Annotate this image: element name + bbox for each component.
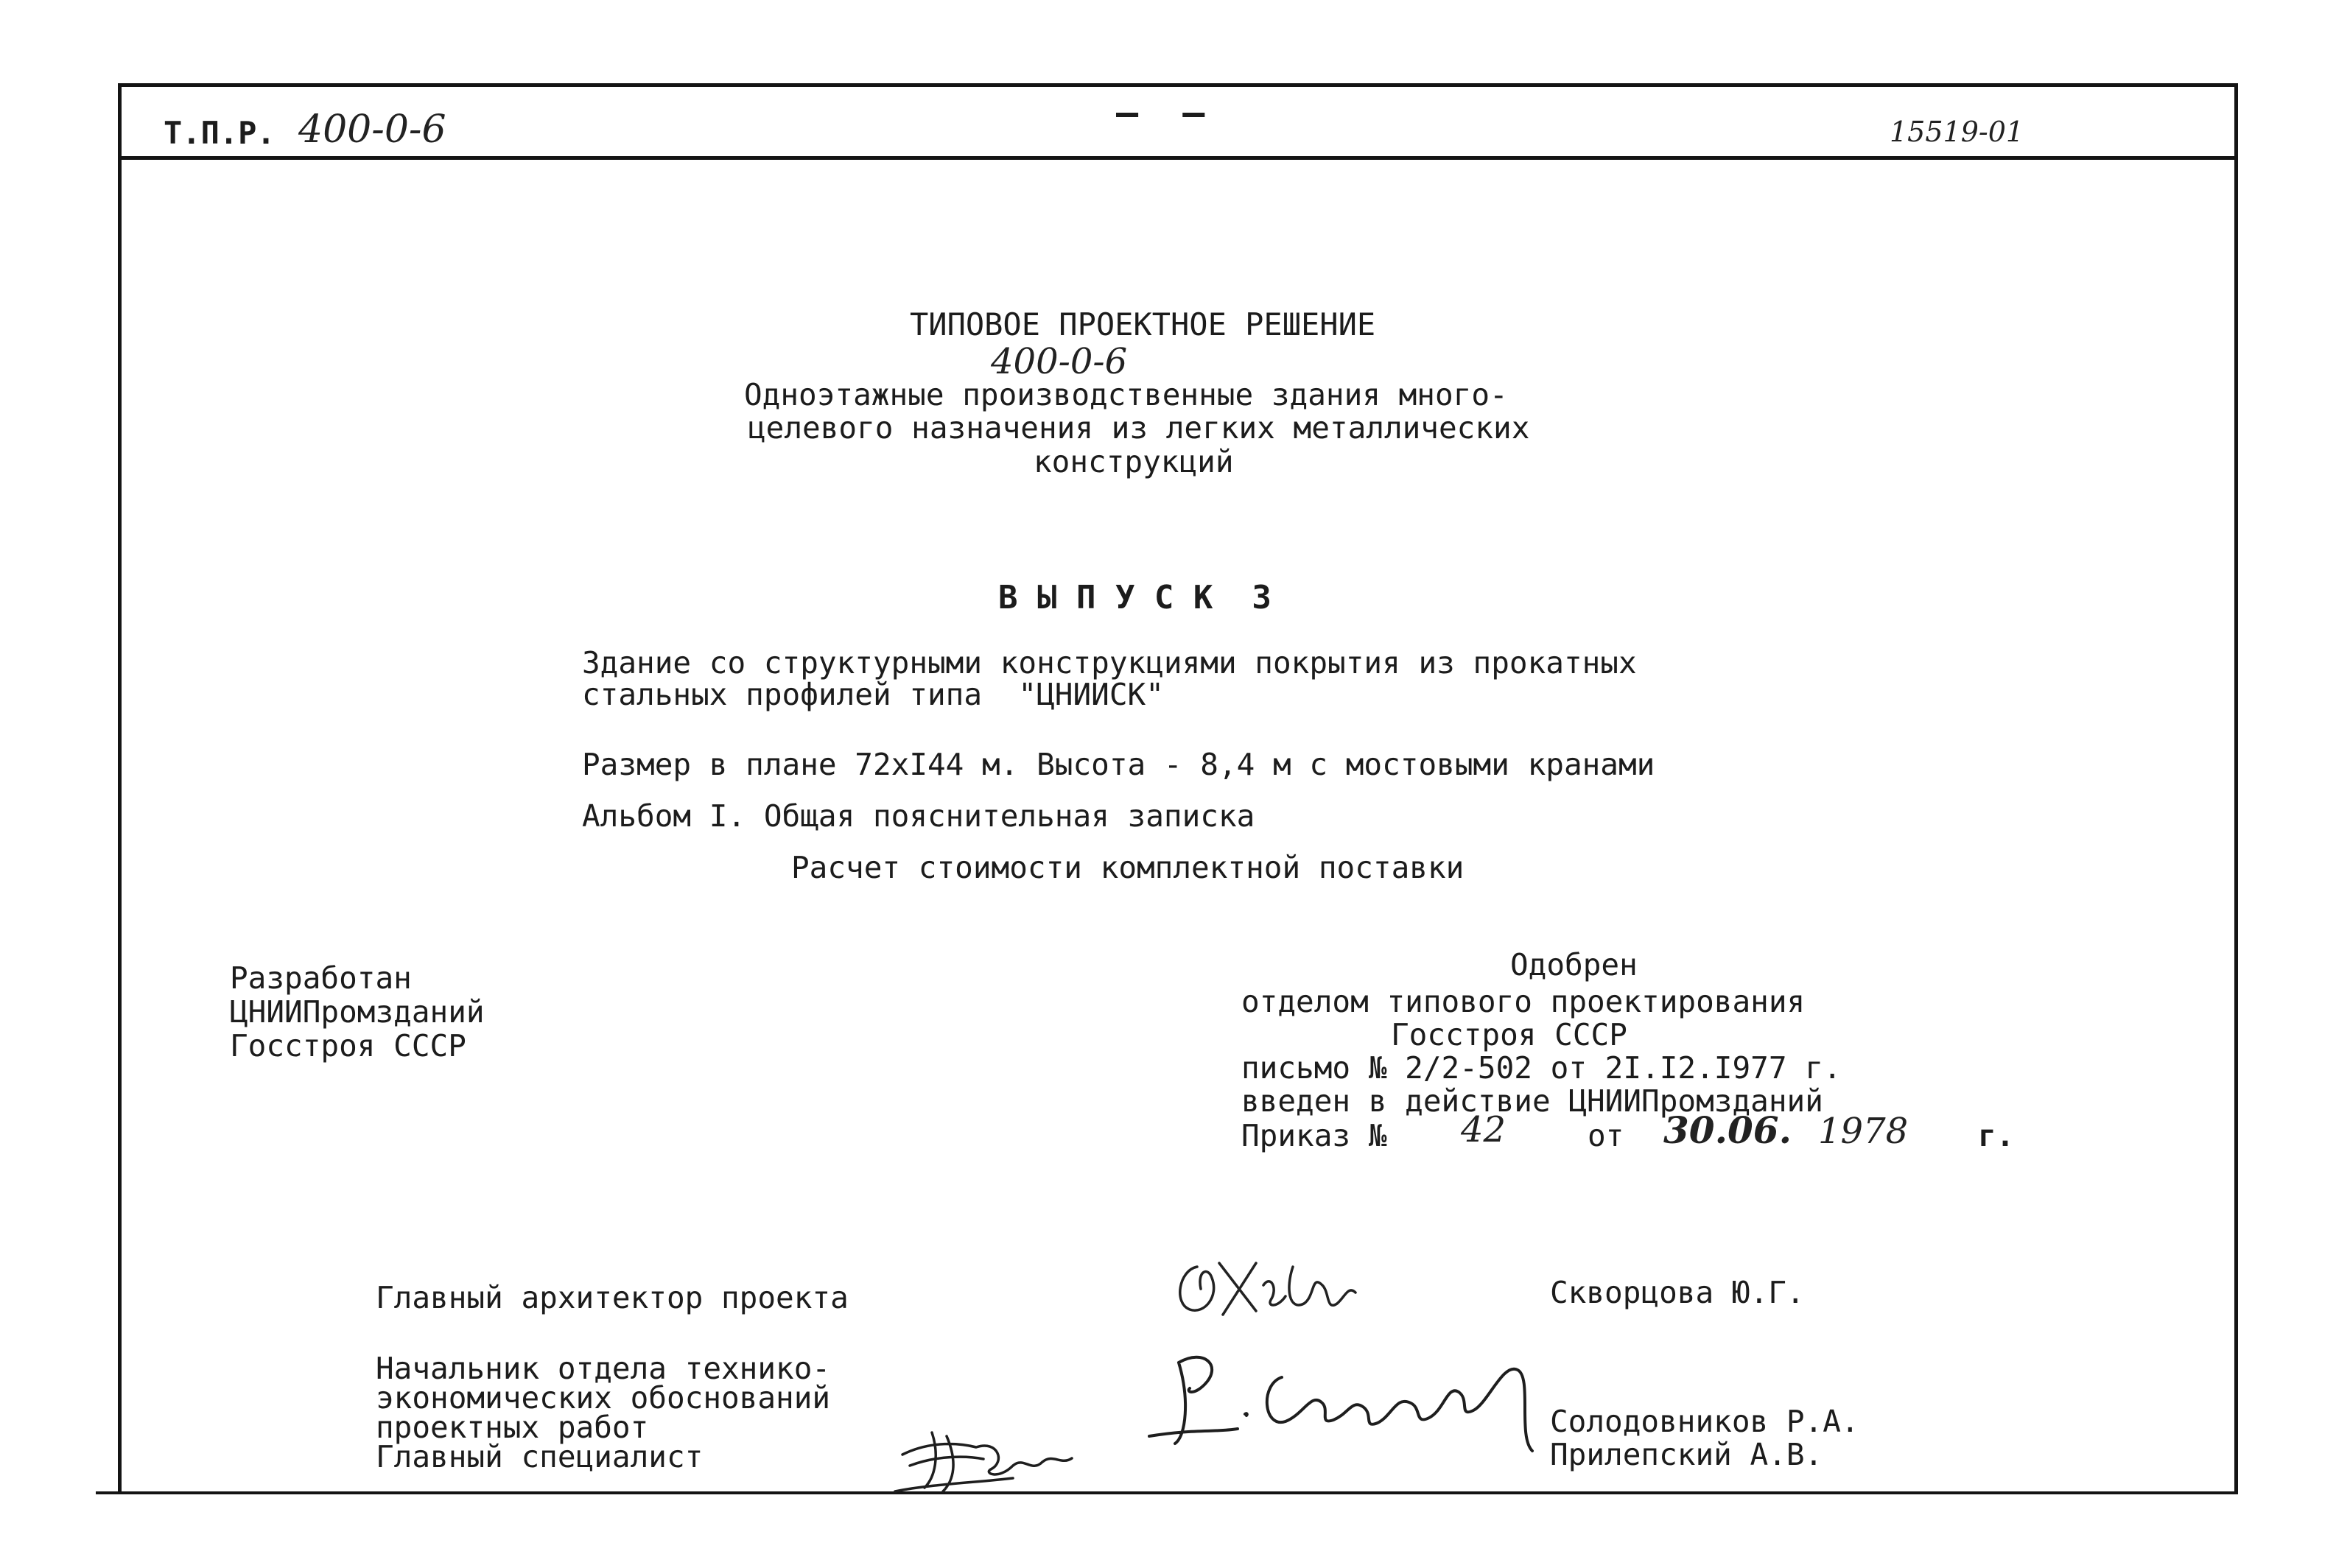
issue-size-line: Размер в плане 72xI44 м. Высота - 8,4 м с мостовыми кранами <box>582 747 1655 782</box>
header-page-marks: – – <box>1116 91 1205 134</box>
signature-solodovnikov-image <box>1134 1333 1547 1461</box>
frame-top-border <box>118 83 2238 87</box>
role-chief-specialist: Главный специалист <box>376 1439 704 1474</box>
order-suffix: г. <box>1978 1118 2015 1153</box>
role-department-head-2: экономических обоснований <box>376 1380 831 1416</box>
header-archive-number: 15519-01 <box>1890 116 2024 148</box>
role-department-head-3: проектных работ <box>376 1410 649 1445</box>
role-department-head-1: Начальник отдела технико- <box>376 1351 831 1386</box>
frame-right-border <box>2234 83 2238 1494</box>
developed-line-1: Разработан <box>230 960 412 996</box>
issue-label: В Ы П У С К 3 <box>998 579 1272 616</box>
issue-album-line: Альбом I. Общая пояснительная записка <box>582 798 1255 834</box>
header-code-prefix: Т.П.Р. <box>164 115 276 151</box>
developed-line-2: ЦНИИПромзданий <box>230 994 485 1030</box>
title-line-3: конструкций <box>1034 444 1234 479</box>
approved-title: Одобрен <box>1510 947 1638 982</box>
order-date: 30.06. <box>1663 1108 1792 1152</box>
frame-bottom-border <box>96 1491 2238 1494</box>
frame-left-border <box>118 83 122 1494</box>
approved-line-1: отделом типового проектирования <box>1241 984 1806 1019</box>
header-code-number: 400-0-6 <box>298 108 446 152</box>
approved-line-4: введен в действие ЦНИИПромзданий <box>1241 1083 1823 1119</box>
issue-description-2: стальных профилей типа "ЦНИИСК" <box>582 677 1164 712</box>
name-solodovnikov: Солодовников Р.А. <box>1550 1404 1859 1439</box>
title-number: 400-0-6 <box>991 341 1128 382</box>
header-divider <box>118 156 2238 160</box>
signature-skvortsova-image <box>1168 1245 1433 1336</box>
role-chief-architect: Главный архитектор проекта <box>376 1280 849 1315</box>
order-number: 42 <box>1461 1109 1507 1150</box>
approved-line-2: Госстроя СССР <box>1391 1017 1627 1052</box>
title-line-2: целевого назначения из легких металлических <box>748 410 1530 446</box>
order-year: 1978 <box>1818 1111 1909 1152</box>
name-skvortsova: Скворцова Ю.Г. <box>1550 1275 1805 1310</box>
title-heading: ТИПОВОЕ ПРОЕКТНОЕ РЕШЕНИЕ <box>910 306 1376 342</box>
order-prefix: Приказ № <box>1241 1118 1387 1153</box>
title-line-1: Одноэтажные производственные здания много- <box>744 377 1508 412</box>
name-prilepsky: Прилепский А.В. <box>1550 1437 1823 1472</box>
order-from: от <box>1588 1118 1624 1153</box>
issue-album-subline: Расчет стоимости комплектной поставки <box>791 850 1465 885</box>
signature-prilepsky-image <box>888 1410 1094 1502</box>
approved-line-3: письмо № 2/2-502 от 2I.I2.I977 г. <box>1241 1050 1842 1086</box>
issue-description-1: Здание со структурными конструкциями покрытия из прокатных <box>582 645 1637 681</box>
developed-line-3: Госстроя СССР <box>230 1028 466 1064</box>
